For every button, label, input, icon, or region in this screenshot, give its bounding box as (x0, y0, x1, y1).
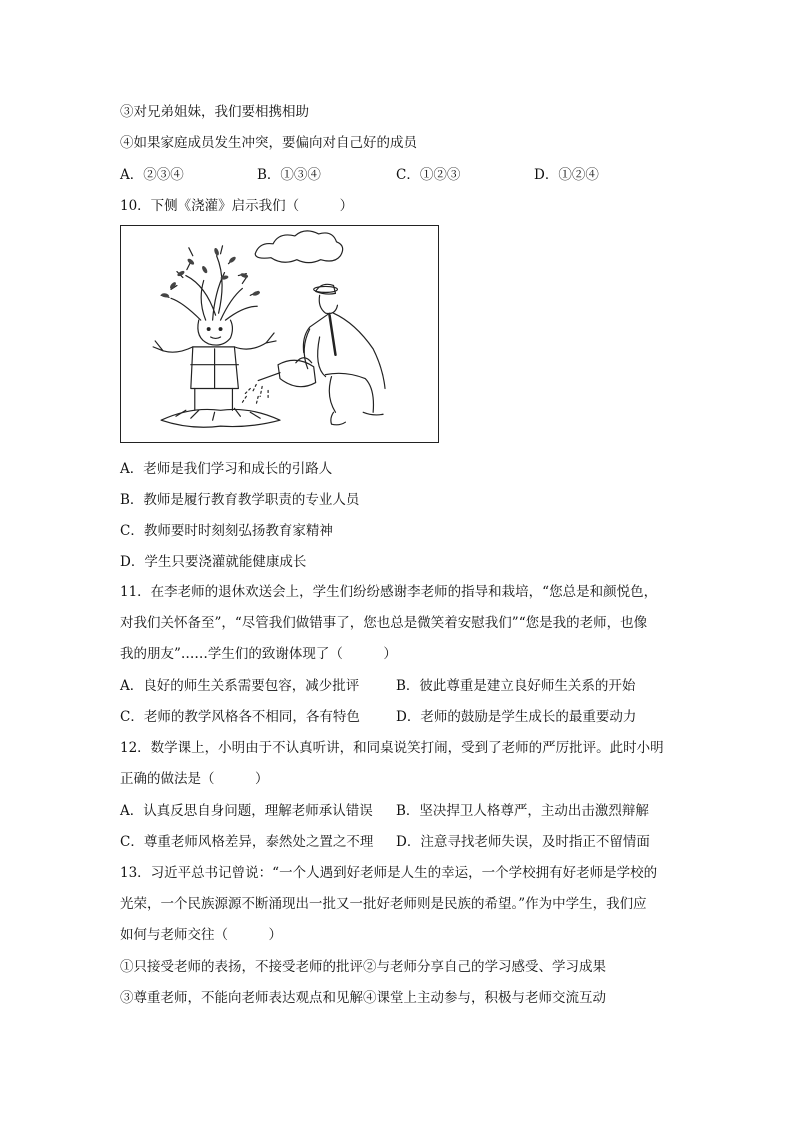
q9-option-c[interactable]: C．①②③ (396, 167, 461, 183)
q11-stem-line-2: 对我们关怀备至”，“尽管我们做错事了，您也总是微笑着安慰我们”“您是我的老师，也像 (120, 615, 648, 631)
q12-stem-line-2: 正确的做法是（ ） (120, 771, 269, 787)
q12-stem-line-1: 12．数学课上，小明由于不认真听讲，和同桌说笑打闹，受到了老师的严厉批评。此时小明 (120, 740, 664, 756)
q11-option-d[interactable]: D．老师的鼓励是学生成长的最重要动力 (396, 709, 637, 725)
q13-statements-2: ③尊重老师，不能向老师表达观点和见解④课堂上主动参与，积极与老师交流互动 (120, 990, 606, 1006)
q11-options-row-1 (120, 677, 680, 695)
q13-stem-line-3: 如何与老师交往（ ） (120, 927, 282, 943)
watering-cartoon (120, 225, 439, 443)
q10-option-b[interactable]: B．教师是履行教育教学职责的专业人员 (120, 492, 360, 508)
q9-options (120, 166, 680, 184)
q9-statement-3: ③对兄弟姐妹，我们要相携相助 (120, 104, 309, 120)
q12-option-c[interactable]: C．尊重老师风格差异，泰然处之置之不理 (120, 834, 374, 850)
q9-option-a[interactable]: A．②③④ (120, 167, 184, 183)
q9-statement-4: ④如果家庭成员发生冲突，要偏向对自己好的成员 (120, 135, 417, 151)
q10-option-d[interactable]: D．学生只要浇灌就能健康成长 (120, 554, 307, 570)
q12-options-row-2 (120, 833, 680, 851)
q12-options-row-1 (120, 802, 680, 820)
q12-option-d[interactable]: D．注意寻找老师失误，及时指正不留情面 (396, 834, 650, 850)
q11-stem-line-3: 我的朋友”……学生们的致谢体现了（ ） (120, 646, 397, 662)
q13-statements-1: ①只接受老师的表扬，不接受老师的批评②与老师分享自己的学习感受、学习成果 (120, 959, 606, 975)
q11-options-row-2 (120, 708, 680, 726)
q13-stem-line-1: 13．习近平总书记曾说：“一个人遇到好老师是人生的幸运，一个学校拥有好老师是学校的 (120, 865, 658, 881)
q12-option-b[interactable]: B．坚决捍卫人格尊严，主动出击激烈辩解 (396, 803, 649, 819)
q13-stem-line-2: 光荣，一个民族源源不断涌现出一批又一批好老师则是民族的希望。”作为中学生，我们应 (120, 896, 647, 912)
cartoon-drawing (121, 226, 438, 442)
q11-option-a[interactable]: A．良好的师生关系需要包容，减少批评 (120, 678, 360, 694)
q9-option-b[interactable]: B．①③④ (257, 167, 321, 183)
q9-option-d[interactable]: D．①②④ (534, 167, 599, 183)
q11-option-c[interactable]: C．老师的教学风格各不相同，各有特色 (120, 709, 360, 725)
q10-option-a[interactable]: A．老师是我们学习和成长的引路人 (120, 461, 333, 477)
q10-option-c[interactable]: C．教师要时时刻刻弘扬教育家精神 (120, 523, 333, 539)
q10-stem: 10．下侧《浇灌》启示我们（ ） (120, 198, 354, 214)
q12-option-a[interactable]: A．认真反思自身问题，理解老师承认错误 (120, 803, 373, 819)
q11-stem-line-1: 11．在李老师的退休欢送会上，学生们纷纷感谢李老师的指导和栽培，“您总是和颜悦色， (120, 584, 658, 600)
q11-option-b[interactable]: B．彼此尊重是建立良好师生关系的开始 (396, 678, 636, 694)
